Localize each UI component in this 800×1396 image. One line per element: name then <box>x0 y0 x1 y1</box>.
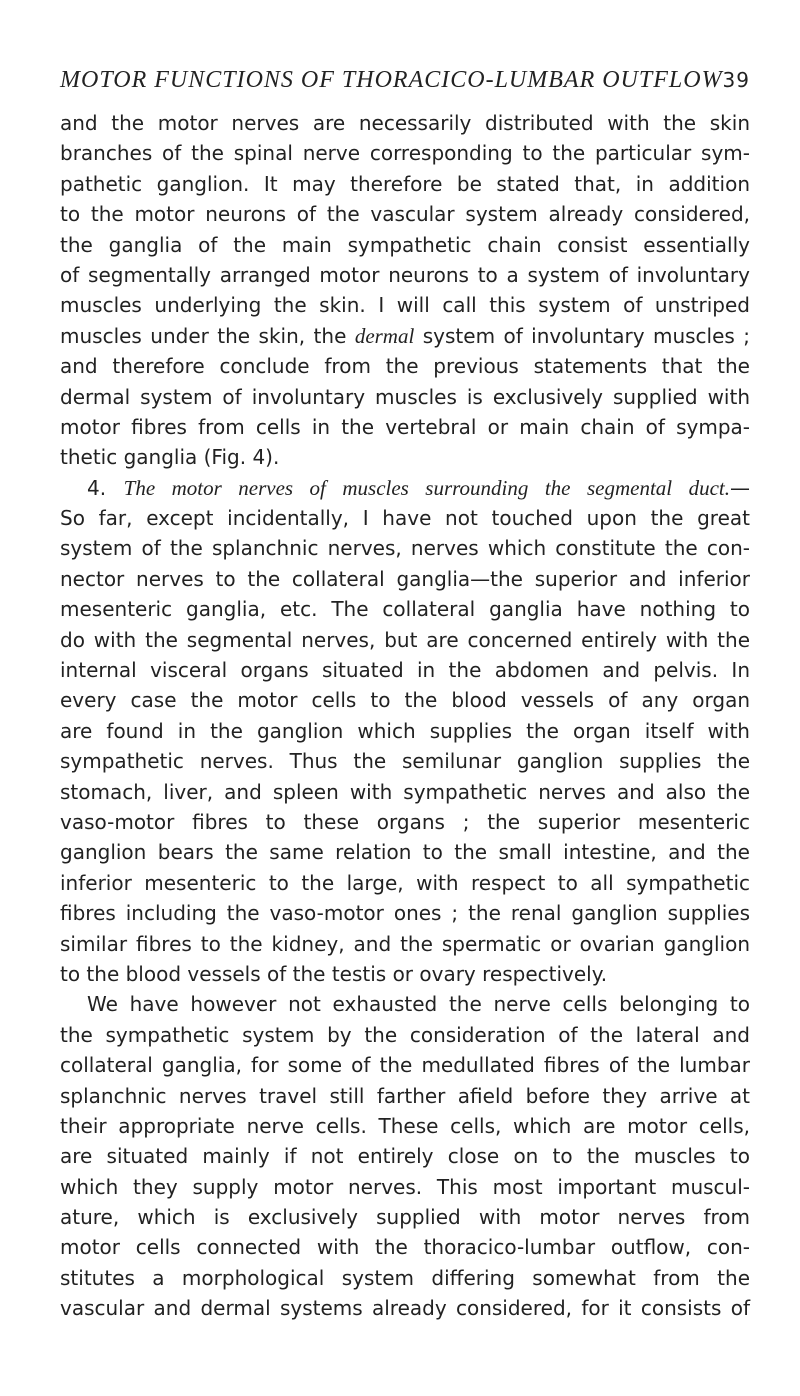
text-line: sympathetic nerves. Thus the semilunar ganglion supplies the <box>60 749 750 774</box>
text-line-segment: 4. <box>87 475 124 500</box>
text-line: vaso-motor fibres to these organs ; the superior mesenteric <box>60 809 750 834</box>
text-line: system of the splanchnic nerves, nerves which constitute the con- <box>60 536 750 561</box>
running-head-title: MOTOR FUNCTIONS OF THORACICO-LUMBAR OUTFLOW <box>60 67 723 93</box>
text-line: pathetic ganglion. It may therefore be stated that, in addition <box>60 171 750 196</box>
text-line: to the blood vessels of the testis or ovary respectively. <box>60 961 608 986</box>
text-line: stomach, liver, and spleen with sympathetic nerves and also the <box>60 779 750 804</box>
text-line-segment: system of involuntary muscles ; <box>414 323 750 348</box>
text-line: splanchnic nerves travel still farther afield before they arrive at <box>60 1083 750 1108</box>
body-text <box>60 108 750 1324</box>
text-line: do with the segmental nerves, but are concerned entirely with the <box>60 627 750 652</box>
text-line: the sympathetic system by the consideration of the lateral and <box>60 1022 750 1047</box>
text-line: vascular and dermal systems already considered, for it consists of <box>60 1296 750 1321</box>
text-line: thetic ganglia (Fig. 4). <box>60 445 280 470</box>
text-line: So far, except incidentally, I have not touched upon the great <box>60 506 750 531</box>
text-line: inferior mesenteric to the large, with respect to all sympathetic <box>60 870 750 895</box>
text-line: motor cells connected with the thoracico-lumbar outflow, con- <box>60 1235 750 1260</box>
text-line: ganglion bears the same relation to the small intestine, and the <box>60 840 750 865</box>
text-line: stitutes a morphological system differing somewhat from the <box>60 1265 750 1290</box>
text-line: the ganglia of the main sympathetic chain consist essentially <box>60 232 750 257</box>
text-line: motor fibres from cells in the vertebral or main chain of sympa- <box>60 414 750 439</box>
text-line: ature, which is exclusively supplied with motor nerves from <box>60 1205 750 1230</box>
text-line: We have however not exhausted the nerve cells belonging to <box>87 992 750 1017</box>
text-line: dermal system of involuntary muscles is exclusively supplied with <box>60 384 750 409</box>
italic-emphasis: dermal <box>354 323 415 348</box>
text-line <box>60 321 750 351</box>
text-line: are found in the ganglion which supplies the organ itself with <box>60 718 750 743</box>
text-line: and the motor nerves are necessarily distributed with the skin <box>60 111 750 135</box>
italic-emphasis: The motor nerves of muscles surrounding the segmental duct. <box>123 475 730 500</box>
text-line: muscles underlying the skin. I will call this system of unstriped <box>60 293 750 318</box>
text-line: their appropriate nerve cells. These cells, which are motor cells, <box>60 1113 750 1138</box>
text-line: every case the motor cells to the blood vessels of any organ <box>60 688 750 713</box>
page-number: 39 <box>722 68 750 92</box>
running-head <box>60 60 750 100</box>
text-line: of segmentally arranged motor neurons to a system of involuntary <box>60 262 750 287</box>
text-line: fibres including the vaso-motor ones ; the renal ganglion supplies <box>60 901 750 926</box>
text-line: and therefore conclude from the previous statements that the <box>60 354 750 379</box>
text-line: nector nerves to the collateral ganglia—the superior and inferior <box>60 566 750 591</box>
text-line: to the motor neurons of the vascular system already considered, <box>60 202 750 227</box>
text-line-segment: — <box>730 475 750 500</box>
text-line: mesenteric ganglia, etc. The collateral ganglia have nothing to <box>60 597 750 622</box>
text-line: are situated mainly if not entirely close on to the muscles to <box>60 1144 750 1169</box>
text-line: branches of the spinal nerve corresponding to the particular sym- <box>60 141 750 166</box>
text-line <box>60 473 750 503</box>
text-line: collateral ganglia, for some of the medullated fibres of the lumbar <box>60 1053 750 1078</box>
text-line: which they supply motor nerves. This most important muscul- <box>60 1174 750 1199</box>
text-line: similar fibres to the kidney, and the spermatic or ovarian ganglion <box>60 931 750 956</box>
text-line: internal visceral organs situated in the abdomen and pelvis. In <box>60 658 750 683</box>
text-line-segment: muscles under the skin, the <box>60 323 355 348</box>
